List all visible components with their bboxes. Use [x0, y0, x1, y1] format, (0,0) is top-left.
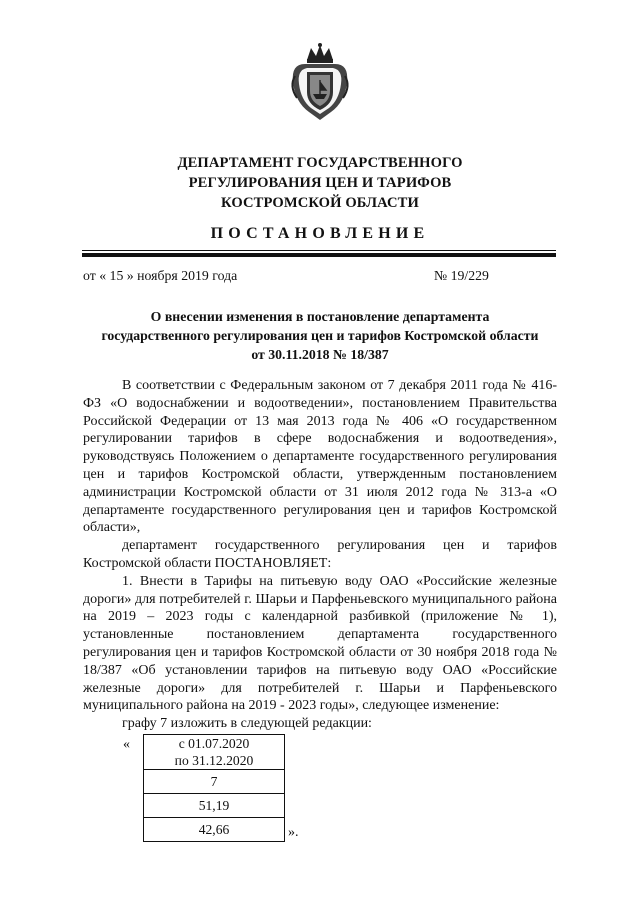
table-cell-period	[144, 735, 285, 770]
table-row	[144, 794, 285, 818]
coat-of-arms-icon	[287, 42, 353, 122]
table-cell-value: 51,19	[144, 794, 285, 818]
document-type-title: ПОСТАНОВЛЕНИЕ	[210, 225, 430, 242]
tariff-column-block	[123, 734, 323, 844]
department-name-line: ДЕПАРТАМЕНТ ГОСУДАРСТВЕННОГО	[177, 155, 463, 171]
period-from: с 01.07.2020	[178, 736, 250, 751]
quote-open: «	[123, 737, 130, 752]
document-date: от « 15 » ноября 2019 года	[83, 268, 238, 283]
body-paragraph-item-1: 1. Внести в Тарифы на питьевую воду ОАО «Российские железные дороги» для потребителей г. Шарьи и Парфеньевского муниципального района на 2019 – 2023 годы с календарной разбивкой (приложение № 1), установленные постановлением департамента государственного регулирования цен и тарифов Костромской области от 30 ноября 2018 года № 18/387 «Об установлении тарифов на питьевую воду ОАО «Российские железные дороги» для потребителей г. Шарьи и Парфеньевского муниципального района на 2019 - 2023 годы», следующее изменение:	[83, 573, 557, 714]
header-rule-thin	[82, 250, 556, 251]
header-rule-thick	[82, 253, 556, 257]
body-paragraph-legal-basis: В соответствии с Федеральным законом от 7 декабря 2011 года № 416-ФЗ «О водоснабжении и водоотведении», постановлением Правительства Российской Федерации от 13 мая 2013 года № 406 «О государственном регулировании тарифов в сфере водоснабжения и водоотведения», руководствуясь Положением о департаменте государственного регулирования цен и тарифов Костромской области, утвержденным постановлением администрации Костромской области от 31 июля 2012 года № 313-а «О департаменте государственного регулирования цен и тарифов Костромской области»,	[83, 378, 557, 536]
table-cell-value: 42,66	[144, 818, 285, 842]
tariff-column-table	[143, 734, 285, 842]
table-cell-column-number: 7	[144, 770, 285, 794]
subject-line: государственного регулирования цен и тарифов Костромской области	[101, 328, 539, 343]
subject-line: О внесении изменения в постановление департамента	[150, 309, 490, 324]
department-name-line: КОСТРОМСКОЙ ОБЛАСТИ	[221, 195, 419, 211]
department-name	[120, 153, 520, 213]
quote-close: ».	[288, 825, 299, 840]
table-row	[144, 770, 285, 794]
document-number: № 19/229	[434, 268, 489, 283]
document-subject	[82, 307, 558, 364]
department-name-line: РЕГУЛИРОВАНИЯ ЦЕН И ТАРИФОВ	[188, 175, 452, 191]
table-row	[144, 818, 285, 842]
body-paragraph-instruction: графу 7 изложить в следующей редакции:	[122, 716, 372, 732]
subject-line: от 30.11.2018 № 18/387	[251, 347, 389, 362]
document-body	[83, 377, 557, 733]
period-to: по 31.12.2020	[174, 753, 254, 768]
body-paragraph-resolution: департамент государственного регулирования цен и тарифов Костромской области ПОСТАНОВЛЯЕТ:	[83, 538, 557, 571]
table-row	[144, 735, 285, 770]
